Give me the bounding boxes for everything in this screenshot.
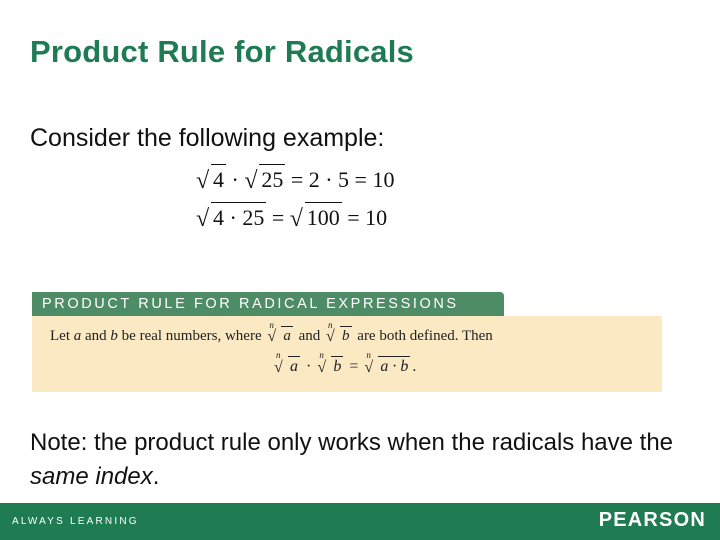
radical-sign-icon: √ [196,168,210,194]
radical: √ 4 · 25 [196,202,266,231]
radical-sign-icon: √ [267,328,277,345]
rule-formula: n √ a · n √ b = n √ a · b . [274,350,417,376]
nth-root-b: n √ b [317,350,342,376]
nth-root-b: n √ b [326,320,350,345]
radical-sign-icon: √ [274,359,283,376]
rule-statement: Let a and b be real numbers, where n √ a and n √ b are both defined. Then [50,320,493,345]
radical: √ 100 [290,202,342,231]
radical-sign-icon: √ [289,206,303,232]
example-equation-1: √ 4 · √ 25 = 2 · 5 = 10 [196,164,394,193]
slide-title: Product Rule for Radicals [30,34,414,69]
example-equation-2: √ 4 · 25 = √ 100 = 10 [196,202,387,231]
radical: √ 4 [196,164,226,193]
radical-sign-icon: √ [244,168,258,194]
radical-sign-icon: √ [196,206,210,232]
nth-root-a: n √ a [274,350,298,376]
note-text: Note: the product rule only works when the radicals have the same index. [30,429,674,490]
footer-tagline: ALWAYS LEARNING [12,516,139,527]
rule-header: PRODUCT RULE FOR RADICAL EXPRESSIONS [32,292,504,316]
rule-body [32,316,662,392]
radical-sign-icon: √ [364,359,374,376]
intro-text: Consider the following example: [30,124,385,152]
radical: √ 25 [244,164,285,193]
nth-root-a: n √ a [267,320,291,345]
footer-bar [0,503,720,540]
product-rule-box [32,292,662,392]
pearson-logo: PEARSON [598,509,706,531]
radical-sign-icon: √ [326,328,335,345]
nth-root-ab: n √ a · b [364,350,409,376]
radical-sign-icon: √ [317,359,327,376]
